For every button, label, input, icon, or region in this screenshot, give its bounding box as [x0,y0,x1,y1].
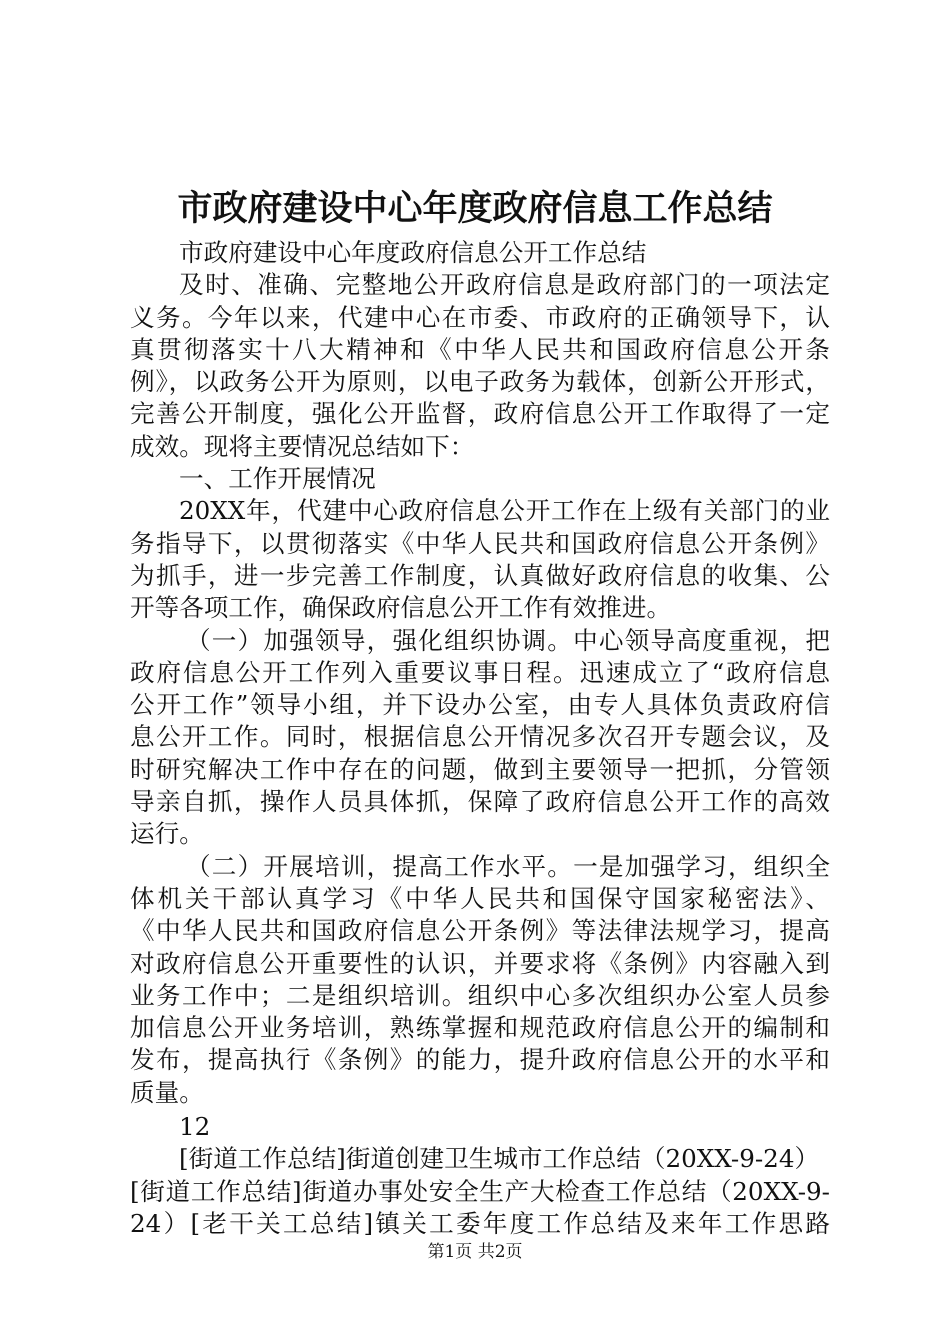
paragraph-line: 开等各项工作，确保政府信息公开工作有效推进。 [130,593,672,623]
paragraph-line: 运行。 [130,819,204,849]
paragraph-line: 体机关干部认真学习《中华人民共和国保守国家秘密法》、 [130,883,830,913]
paragraph-line: 务指导下，以贯彻落实《中华人民共和国政府信息公开条例》 [130,528,830,558]
paragraph-line: 业务工作中；二是组织培训。组织中心多次组织办公室人员参 [130,980,830,1010]
paragraph-line: （一）加强领导，强化组织协调。中心领导高度重视，把 [186,625,830,655]
subtitle-line: 市政府建设中心年度政府信息公开工作总结 [179,238,647,267]
document-title: 市政府建设中心年度政府信息工作总结 [177,188,773,229]
paragraph-line: 加信息公开业务培训，熟练掌握和规范政府信息公开的编制和 [130,1013,830,1043]
paragraph-line: 导亲自抓，操作人员具体抓，保障了政府信息公开工作的高效 [130,787,830,817]
document-body [130,237,830,1240]
paragraph-line: 政府信息公开工作列入重要议事日程。迅速成立了“政府信息 [130,657,830,687]
paragraph-line: 息公开工作。同时，根据信息公开情况多次召开专题会议，及 [130,722,830,752]
related-link[interactable]: [街道工作总结]街道办事处安全生产大检查工作总结（20XX-9- [130,1176,830,1206]
paragraph-line: 发布，提高执行《条例》的能力，提升政府信息公开的水平和 [130,1045,830,1075]
paragraph-line: 公开工作”领导小组，并下设办公室，由专人具体负责政府信 [130,690,830,720]
page-footer: 第1页 共2页 [427,1242,523,1262]
paragraph-line: 《中华人民共和国政府信息公开条例》等法律法规学习，提高 [130,916,830,946]
paragraph-line: 质量。 [130,1077,204,1107]
page-marker: 12 [179,1112,211,1142]
paragraph-line: 成效。现将主要情况总结如下： [130,431,475,461]
paragraph-line: （二）开展培训，提高工作水平。一是加强学习，组织全 [186,851,830,881]
related-link[interactable]: [街道工作总结]街道创建卫生城市工作总结（20XX-9-24） [179,1144,820,1174]
paragraph-line: 及时、准确、完整地公开政府信息是政府部门的一项法定 [179,270,830,300]
paragraph-line: 真贯彻落实十八大精神和《中华人民共和国政府信息公开条 [130,334,830,364]
paragraph-line: 对政府信息公开重要性的认识，并要求将《条例》内容融入到 [130,948,830,978]
paragraph-line: 义务。今年以来，代建中心在市委、市政府的正确领导下，认 [130,302,830,332]
paragraph-line: 完善公开制度，强化公开监督，政府信息公开工作取得了一定 [130,399,830,429]
paragraph-line: 时研究解决工作中存在的问题，做到主要领导一把抓，分管领 [130,754,830,784]
related-link[interactable]: 24）[老干关工总结]镇关工委年度工作总结及来年工作思路 [130,1208,830,1238]
paragraph-line: 为抓手，进一步完善工作制度，认真做好政府信息的收集、公 [130,560,830,590]
paragraph-line: 20XX年，代建中心政府信息公开工作在上级有关部门的业 [179,496,830,526]
paragraph-line: 例》，以政务公开为原则，以电子政务为载体，创新公开形式， [130,367,830,397]
section-heading: 一、工作开展情况 [179,464,376,494]
